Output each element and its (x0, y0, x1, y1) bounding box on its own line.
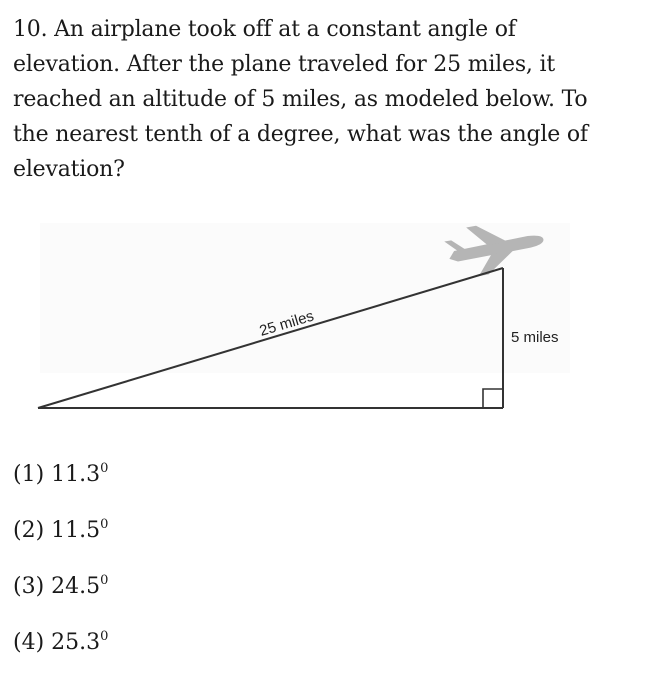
choice-2[interactable] (13, 513, 108, 569)
question-line: elevation? (13, 157, 125, 182)
choice-label: (3) 24.5 (13, 574, 101, 599)
triangle-figure (0, 215, 663, 430)
choice-degree: 0 (100, 517, 109, 532)
right-angle-marker (483, 389, 503, 408)
question-text (13, 12, 653, 187)
choice-label: (1) 11.3 (13, 462, 101, 487)
hypotenuse-label: 25 miles (257, 307, 316, 340)
choice-1[interactable] (13, 457, 108, 513)
choice-4[interactable] (13, 625, 108, 681)
question-line: 10. An airplane took off at a constant angle of (13, 17, 516, 42)
question-line: the nearest tenth of a degree, what was the angle of (13, 122, 588, 147)
choice-label: (4) 25.3 (13, 630, 101, 655)
triangle-diagram (0, 215, 663, 430)
choice-label: (2) 11.5 (13, 518, 101, 543)
choice-degree: 0 (100, 573, 109, 588)
choice-degree: 0 (100, 629, 109, 644)
question-line: elevation. After the plane traveled for 25 miles, it (13, 52, 555, 77)
answer-choices (13, 457, 108, 681)
choice-degree: 0 (100, 461, 109, 476)
height-label: 5 miles (511, 329, 559, 346)
question-line: reached an altitude of 5 miles, as modeled below. To (13, 87, 588, 112)
choice-3[interactable] (13, 569, 108, 625)
